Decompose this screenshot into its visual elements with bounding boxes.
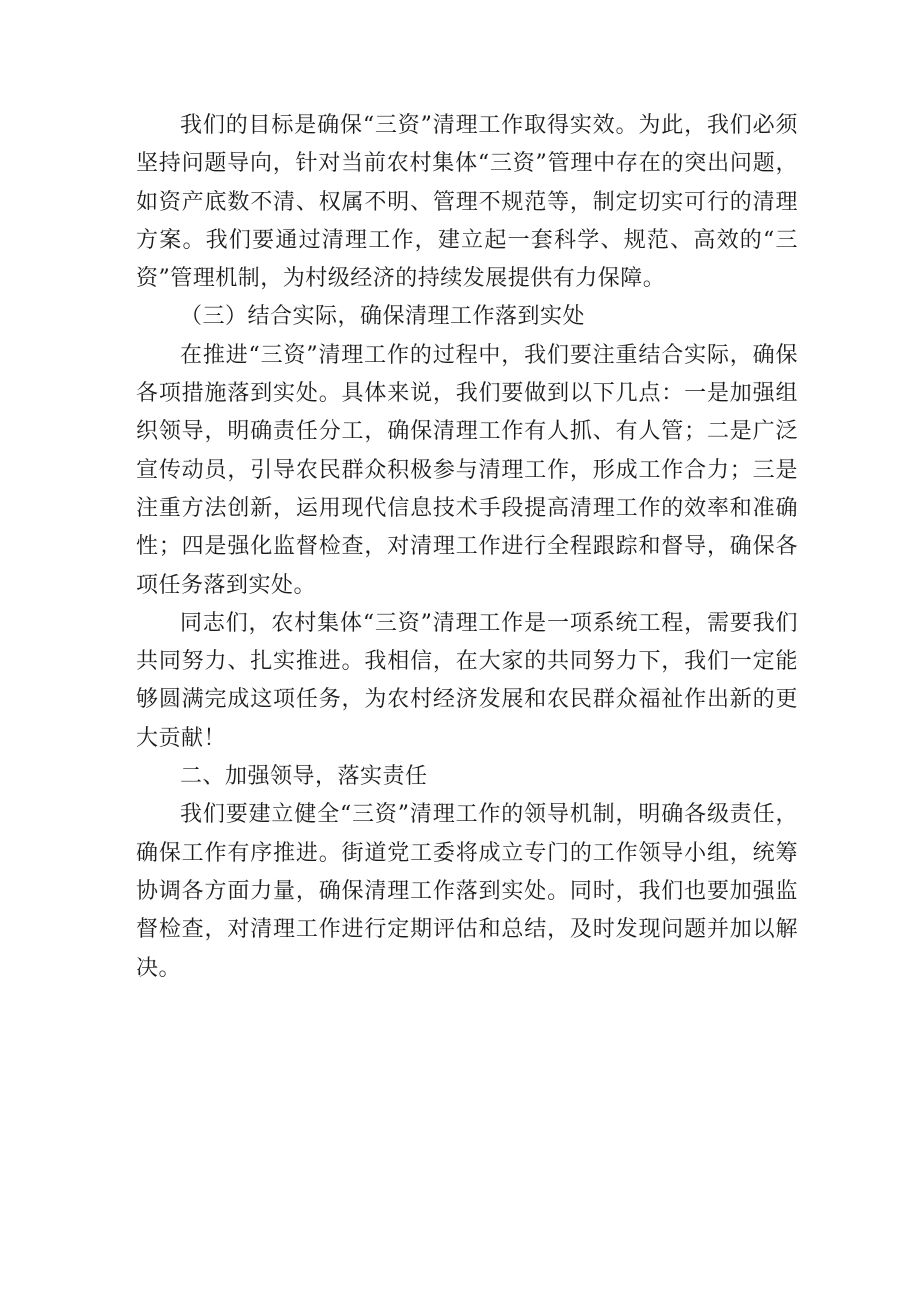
paragraph-leadership: 我们要建立健全“三资”清理工作的领导机制，明确各级责任，确保工作有序推进。街道党工委将成立专门的工作领导小组，统筹协调各方面力量，确保清理工作落到实处。同时，我们也要加强监督检查，对清理工作进行定期评估和总结，及时发现问题并加以解决。 <box>136 802 798 981</box>
paragraph-practice: 在推进“三资”清理工作的过程中，我们要注重结合实际，确保各项措施落到实处。具体来说，我们要做到以下几点：一是加强组织领导，明确责任分工，确保清理工作有人抓、有人管；二是广泛宣传动员，引导农民群众积极参与清理工作，形成工作合力；三是注重方法创新，运用现代信息技术手段提高清理工作的效率和准确性；四是强化监督检查，对清理工作进行全程跟踪和督导，确保各项任务落到实处。 <box>136 342 798 598</box>
paragraph-goal: 我们的目标是确保“三资”清理工作取得实效。为此，我们必须坚持问题导向，针对当前农村集体“三资”管理中存在的突出问题，如资产底数不清、权属不明、管理不规范等，制定切实可行的清理方案。我们要通过清理工作，建立起一套科学、规范、高效的“三资”管理机制，为村级经济的持续发展提供有力保障。 <box>136 113 798 292</box>
section-heading-2: 二、加强领导，落实责任 <box>180 764 428 790</box>
document-body <box>136 107 798 988</box>
paragraph-comrades: 同志们，农村集体“三资”清理工作是一项系统工程，需要我们共同努力、扎实推进。我相信，在大家的共同努力下，我们一定能够圆满完成这项任务，为农村经济发展和农民群众福祉作出新的更大贡献！ <box>136 610 798 751</box>
section-heading-3: （三）结合实际，确保清理工作落到实处 <box>180 304 586 330</box>
